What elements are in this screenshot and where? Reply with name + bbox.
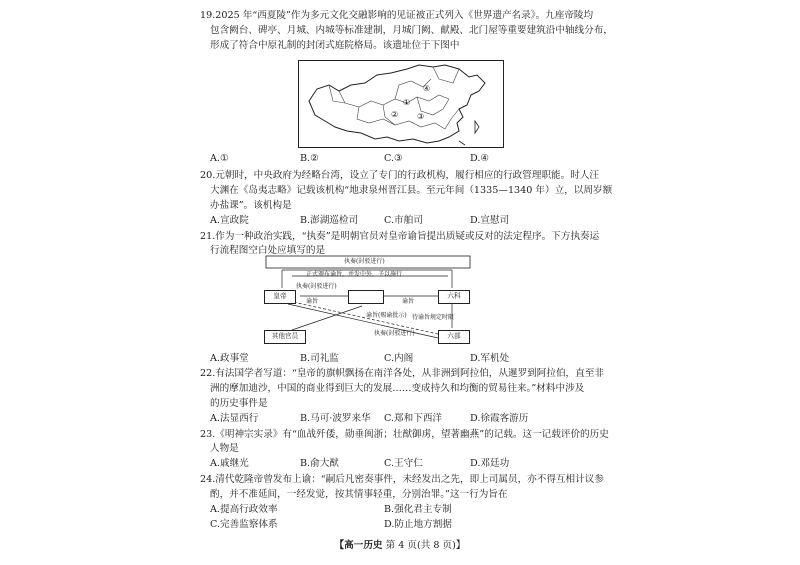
q24-stem-line-1: 24.清代乾隆帝曾发布上谕：“嗣后凡密奏事件，未经发出之先，即上司属员，亦不得互相计议参 [200, 474, 604, 485]
q23-stem-line-2: 人物是 [210, 443, 239, 454]
label-mid-promulgate: 正式颁布谕旨，并发中外，予以施行 [306, 271, 403, 278]
box-emperor: 皇帝 [264, 290, 296, 304]
q21-option-a[interactable]: A.政事堂 [210, 353, 249, 364]
q24-stem-line-2: 酌，并不准延间，一经发觉，按其情事轻重，分别治罪。”这一行为旨在 [210, 489, 508, 500]
map-marker-4: ④ [423, 84, 431, 93]
q22-option-c[interactable]: C.郑和下西洋 [384, 413, 443, 424]
q19-option-d[interactable]: D.④ [470, 153, 489, 164]
q21-option-d[interactable]: D.军机处 [470, 353, 510, 364]
q19-stem-line-3: 形成了符合中原礼制的封闭式庭院格局。该遗址位于下图中 [210, 40, 460, 51]
q19-option-c[interactable]: C.③ [384, 153, 403, 164]
q20-option-c[interactable]: C.市舶司 [384, 215, 423, 226]
q22-option-d[interactable]: D.徐霞客游历 [470, 413, 529, 424]
q19-stem-line-2: 包含阙台、碑亭、月城、内城等标准建制，月城门阙、献殿、北门屋等重要建筑沿中轴线分布， [210, 25, 613, 36]
q22-option-b[interactable]: B.马可·波罗来华 [300, 413, 371, 424]
q20-option-a[interactable]: A.宣政院 [210, 215, 249, 226]
map-marker-1: ① [403, 98, 411, 107]
q20-option-b[interactable]: B.澎湖巡检司 [300, 215, 359, 226]
label-arrow-edict-2: 谕旨 [402, 298, 415, 305]
box-other-officials: 其他官员 [264, 330, 306, 344]
label-left-zhizou: 执奏(封驳进行) [296, 283, 337, 290]
china-map-figure [298, 60, 504, 148]
q24-option-b[interactable]: B.强化君主专制 [384, 504, 452, 515]
map-marker-3: ③ [417, 112, 425, 121]
label-arrow-edict-1: 谕旨 [306, 298, 319, 305]
label-top-zhizou: 执奏(封驳进行) [344, 258, 385, 265]
q24-option-a[interactable]: A.提高行政效率 [210, 504, 278, 515]
q19-stem-line-1: 19.2025 年“西夏陵”作为多元文化交融影响的见证被正式列入《世界遗产名录》。九座帝陵均 [200, 10, 594, 21]
footer-page-number: 第 4 页(共 8 页)】 [385, 540, 466, 551]
q22-stem-line-3: 的历史事件是 [210, 398, 268, 409]
page-footer [0, 537, 800, 551]
footer-subject: 【高一历史 [334, 540, 383, 551]
q19-option-a[interactable]: A.① [210, 153, 229, 164]
box-liubu: 六部 [438, 330, 470, 344]
q22-option-a[interactable]: A.法显西行 [210, 413, 259, 424]
q22-stem-line-2: 洲的摩加迪沙，中国的商业得到巨大的发展……变成持久和均衡的贸易往来。”材料中涉及 [210, 383, 585, 394]
label-bottom-zhizou: 执奏(封驳进行) [374, 330, 415, 337]
q20-stem-line-1: 20.元朝时，中央政府为经略台湾，设立了专门的行政机构，履行相应的行政管理职能。时人汪 [200, 170, 600, 181]
china-map-outline [299, 61, 503, 147]
box-liuke: 六科 [438, 290, 470, 304]
q24-option-d[interactable]: D.防止地方割据 [384, 519, 452, 530]
q21-option-c[interactable]: C.内阁 [384, 353, 414, 364]
zhizou-flowchart [262, 254, 474, 348]
box-blank [348, 290, 384, 304]
q21-stem-line-1: 21.作为一种政治实践，“执奏”是明朝官员对皇帝谕旨提出质疑或反对的法定程序。下方执奏运 [200, 231, 600, 242]
q23-option-c[interactable]: C.王守仁 [384, 458, 423, 469]
q23-option-b[interactable]: B.俞大猷 [300, 458, 339, 469]
q20-option-d[interactable]: D.宣慰司 [470, 215, 510, 226]
label-edict-approval: 谕旨(赐谕批示) [366, 312, 407, 319]
q23-stem-line-1: 23.《明神宗实录》有“血战歼倭，勋垂闽浙；壮猷御虏，望著幽燕”的记载。这一记载评价的历史 [200, 429, 609, 440]
q23-option-d[interactable]: D.邓廷功 [470, 458, 510, 469]
q21-option-b[interactable]: B.司礼监 [300, 353, 339, 364]
label-time-limit: 待谕旨规定时限 [412, 314, 455, 321]
q20-stem-line-2: 大渊在《岛夷志略》记载该机构“地隶泉州晋江县。至元年间（1335—1340 年）立，以周岁额 [210, 185, 613, 196]
q19-option-b[interactable]: B.② [300, 153, 319, 164]
q22-stem-line-1: 22.有法国学者写道：“皇帝的旗帜飘扬在南洋各处，从非洲到阿拉伯，从暹罗到阿拉伯，直至非 [200, 368, 604, 379]
q21-stem-line-2: 行流程图空白处应填写的是 [210, 245, 326, 256]
q23-option-a[interactable]: A.戚继光 [210, 458, 249, 469]
q24-option-c[interactable]: C.完善监察体系 [210, 519, 278, 530]
map-marker-2: ② [391, 110, 399, 119]
q20-stem-line-3: 办盐课”。该机构是 [210, 200, 292, 211]
